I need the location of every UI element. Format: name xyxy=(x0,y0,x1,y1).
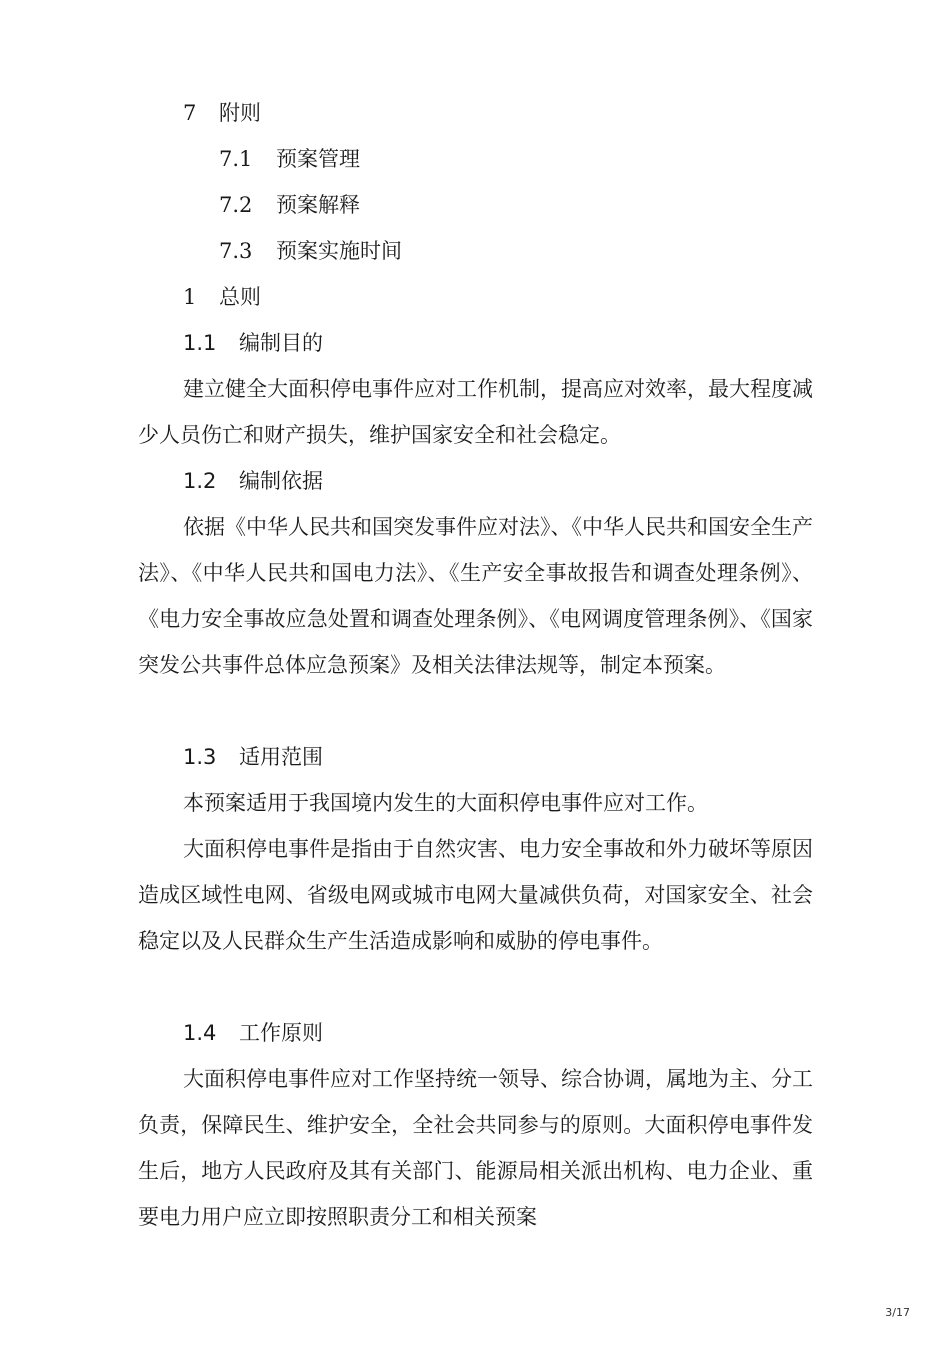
section-1-1-heading xyxy=(183,328,323,358)
toc-number: 7 xyxy=(183,101,197,125)
section-1-4-heading xyxy=(183,1018,323,1048)
chapter-1-heading xyxy=(183,282,261,312)
paragraph-basis: 依据《中华人民共和国突发事件应对法》、《中华人民共和国安全生产法》、《中华人民共和国电力法》、《生产安全事故报告和调查处理条例》、《电力安全事故应急处置和调查处理条例》、《电网调度管理条例》、《国家突发公共事件总体应急预案》及相关法律法规等，制定本预案。 xyxy=(138,515,813,677)
toc-title: 预案解释 xyxy=(276,193,360,217)
toc-chapter-7 xyxy=(183,98,261,128)
toc-number: 7.2 xyxy=(219,193,253,217)
toc-number: 7.1 xyxy=(219,147,253,171)
paragraph-purpose: 建立健全大面积停电事件应对工作机制，提高应对效率，最大程度减少人员伤亡和财产损失，维护国家安全和社会稳定。 xyxy=(138,377,813,447)
section-title: 适用范围 xyxy=(239,745,323,769)
toc-section-7-3 xyxy=(219,236,402,266)
section-number: 1.3 xyxy=(183,745,217,769)
section-number: 1.4 xyxy=(183,1021,217,1045)
section-1-2-heading xyxy=(183,466,323,496)
chapter-number: 1 xyxy=(183,285,197,309)
section-title: 编制依据 xyxy=(239,469,323,493)
section-title: 编制目的 xyxy=(239,331,323,355)
section-title: 工作原则 xyxy=(239,1021,323,1045)
toc-section-7-1 xyxy=(219,144,360,174)
paragraph-principles: 大面积停电事件应对工作坚持统一领导、综合协调，属地为主、分工负责，保障民生、维护安全，全社会共同参与的原则。大面积停电事件发生后，地方人民政府及其有关部门、能源局相关派出机构、电力企业、重要电力用户应立即按照职责分工和相关预案 xyxy=(138,1067,813,1229)
section-number: 1.1 xyxy=(183,331,217,355)
toc-number: 7.3 xyxy=(219,239,253,263)
paragraph-definition: 大面积停电事件是指由于自然灾害、电力安全事故和外力破坏等原因造成区域性电网、省级电网或城市电网大量减供负荷，对国家安全、社会稳定以及人民群众生产生活造成影响和威胁的停电事件。 xyxy=(138,837,813,953)
page-number: 3/17 xyxy=(885,1306,910,1319)
toc-title: 附则 xyxy=(219,101,261,125)
paragraph-scope: 本预案适用于我国境内发生的大面积停电事件应对工作。 xyxy=(183,791,708,815)
toc-title: 预案管理 xyxy=(276,147,360,171)
section-number: 1.2 xyxy=(183,469,217,493)
toc-section-7-2 xyxy=(219,190,360,220)
toc-title: 预案实施时间 xyxy=(276,239,402,263)
chapter-title: 总则 xyxy=(219,285,261,309)
section-1-3-heading xyxy=(183,742,323,772)
